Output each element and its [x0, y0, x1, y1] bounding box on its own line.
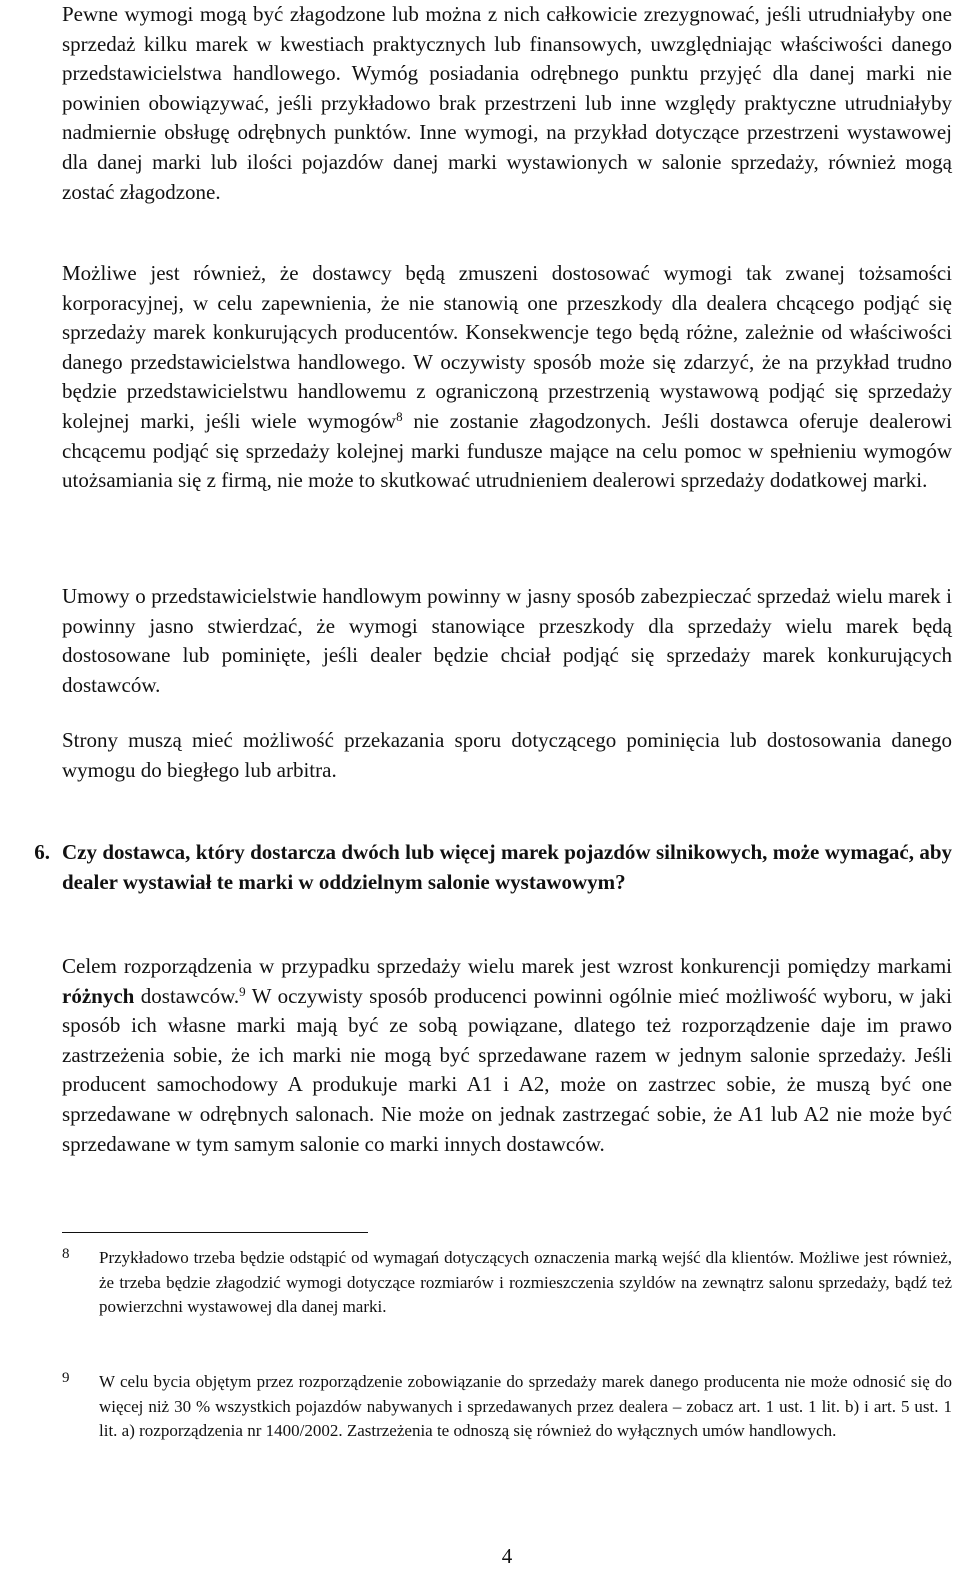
- footnote-number: 8: [62, 1246, 70, 1262]
- footnote-8: [62, 1246, 952, 1320]
- section-question: Czy dostawca, który dostarcza dwóch lub więcej marek pojazdów silnikowych, może wymagać, aby dealer wystawiał te marki w oddzielnym salonie wystawowym?: [62, 840, 952, 894]
- footnote-text: Przykładowo trzeba będzie odstąpić od wymagań dotyczących oznaczenia marką wejść dla klientów. Możliwe jest również, że trzeba będzie złagodzić wymogi dotyczące rozmiarów i rozmieszczenia szyldów na zewnątrz salonu sprzedaży, bądź też powierzchni wystawowej dla danej marki.: [99, 1248, 952, 1316]
- paragraph-text: dostawców.: [134, 983, 240, 1008]
- paragraph-multibrand-requirements: Pewne wymogi mogą być złagodzone lub można z nich całkowicie zrezygnować, jeśli utrudniałyby one sprzedaż kilku marek w kwestiach praktycznych lub finansowych, uwzględniając właściwości danego przedstawicielstwa handlowego. Wymóg posiadania odrębnego punktu przyjęć dla danej marki nie powinien obowiązywać, jeśli przykładowo brak przestrzeni lub inne względy praktyczne utrudniałyby nadmiernie obsługę odrębnych punktów. Inne wymogi, na przykład dotyczące przestrzeni wystawowej dla danej marki lub ilości pojazdów danej marki wystawionych w salonie sprzedaży, również mogą zostać złagodzone.: [62, 2, 952, 204]
- paragraph-dealer-agreements: Umowy o przedstawicielstwie handlowym powinny w jasny sposób zabezpieczać sprzedaż wielu marek i powinny jasno stwierdzać, że wymogi stanowiące przeszkody dla sprzedaży wielu marek będą dostosowane lub pominięte, jeśli dealer będzie chciał podjąć się sprzedaży marek konkurujących dostawców.: [62, 584, 952, 697]
- paragraph-regulation-goal: [62, 952, 952, 1159]
- footnote-text: W celu bycia objętym przez rozporządzenie zobowiązanie do sprzedaży marek danego producenta nie może odnosić się do więcej niż 30 % wszystkich pojazdów nabywanych i sprzedawanych przez dealera – zobacz art. 1 ust. 1 lit. b) i art. 5 ust. 1 lit. a) rozporządzenia nr 1400/2002. Zastrzeżenia te odnoszą się również do wyłącznych umów handlowych.: [99, 1372, 952, 1440]
- paragraph-text: W oczywisty sposób producenci powinni ogólnie mieć możliwość wyboru, w jaki sposób ich własne marki mają być ze sobą powiązane, dlatego też rozporządzenie daje im prawo zastrzeżenia sobie, że ich marki nie mogą być sprzedawane razem w jednym salonie sprzedaży. Jeśli producent samochodowy A produkuje marki A1 i A2, może on zastrzec sobie, że muszą być one sprzedawane w odrębnych salonach. Nie może on jednak zastrzegać sobie, że A1 lub A2 nie może być sprzedawane w tym samym salonie co marki innych dostawców.: [62, 983, 952, 1156]
- footnote-ref-8[interactable]: 8: [396, 408, 403, 424]
- footnote-divider: [62, 1232, 368, 1233]
- paragraph-text: nie zostanie złagodzonych. Jeśli dostawca oferuje dealerowi chcącemu podjąć się sprzedaży kolejnej marki fundusze mające na celu pomoc w spełnieniu wymogów utożsamiania się z firmą, nie może to skutkować utrudnieniem dealerowi sprzedaży dodatkowej marki.: [62, 408, 952, 493]
- emphasis-different: różnych: [62, 983, 135, 1008]
- footnote-ref-9[interactable]: 9: [239, 983, 246, 999]
- paragraph-text: Możliwe jest również, że dostawcy będą zmuszeni dostosować wymogi tak zwanej tożsamości korporacyjnej, w celu zapewnienia, że nie stanowią one przeszkody dla dealera chcącego podjąć się sprzedaży marek konkurujących producentów. Konsekwencje tego będą różne, zależnie od właściwości danego przedstawicielstwa handlowego. W oczywisty sposób może się zdarzyć, że na przykład trudno będzie przedstawicielstwu handlowemu z ograniczoną przestrzenią wystawową podjąć się sprzedaży kolejnej marki, jeśli wiele wymogów: [62, 261, 952, 433]
- page-number: 4: [501, 1544, 513, 1568]
- paragraph-dispute-resolution: Strony muszą mieć możliwość przekazania sporu dotyczącego pominięcia lub dostosowania danego wymogu do biegłego lub arbitra.: [62, 728, 952, 782]
- footnote-9: [62, 1370, 952, 1444]
- section-heading: [34, 838, 952, 897]
- paragraph-corporate-identity: [62, 259, 952, 496]
- section-number: 6.: [34, 840, 50, 864]
- footnote-number: 9: [62, 1370, 70, 1386]
- paragraph-text: Celem rozporządzenia w przypadku sprzedaży wielu marek jest wzrost konkurencji pomiędzy markami: [62, 954, 952, 978]
